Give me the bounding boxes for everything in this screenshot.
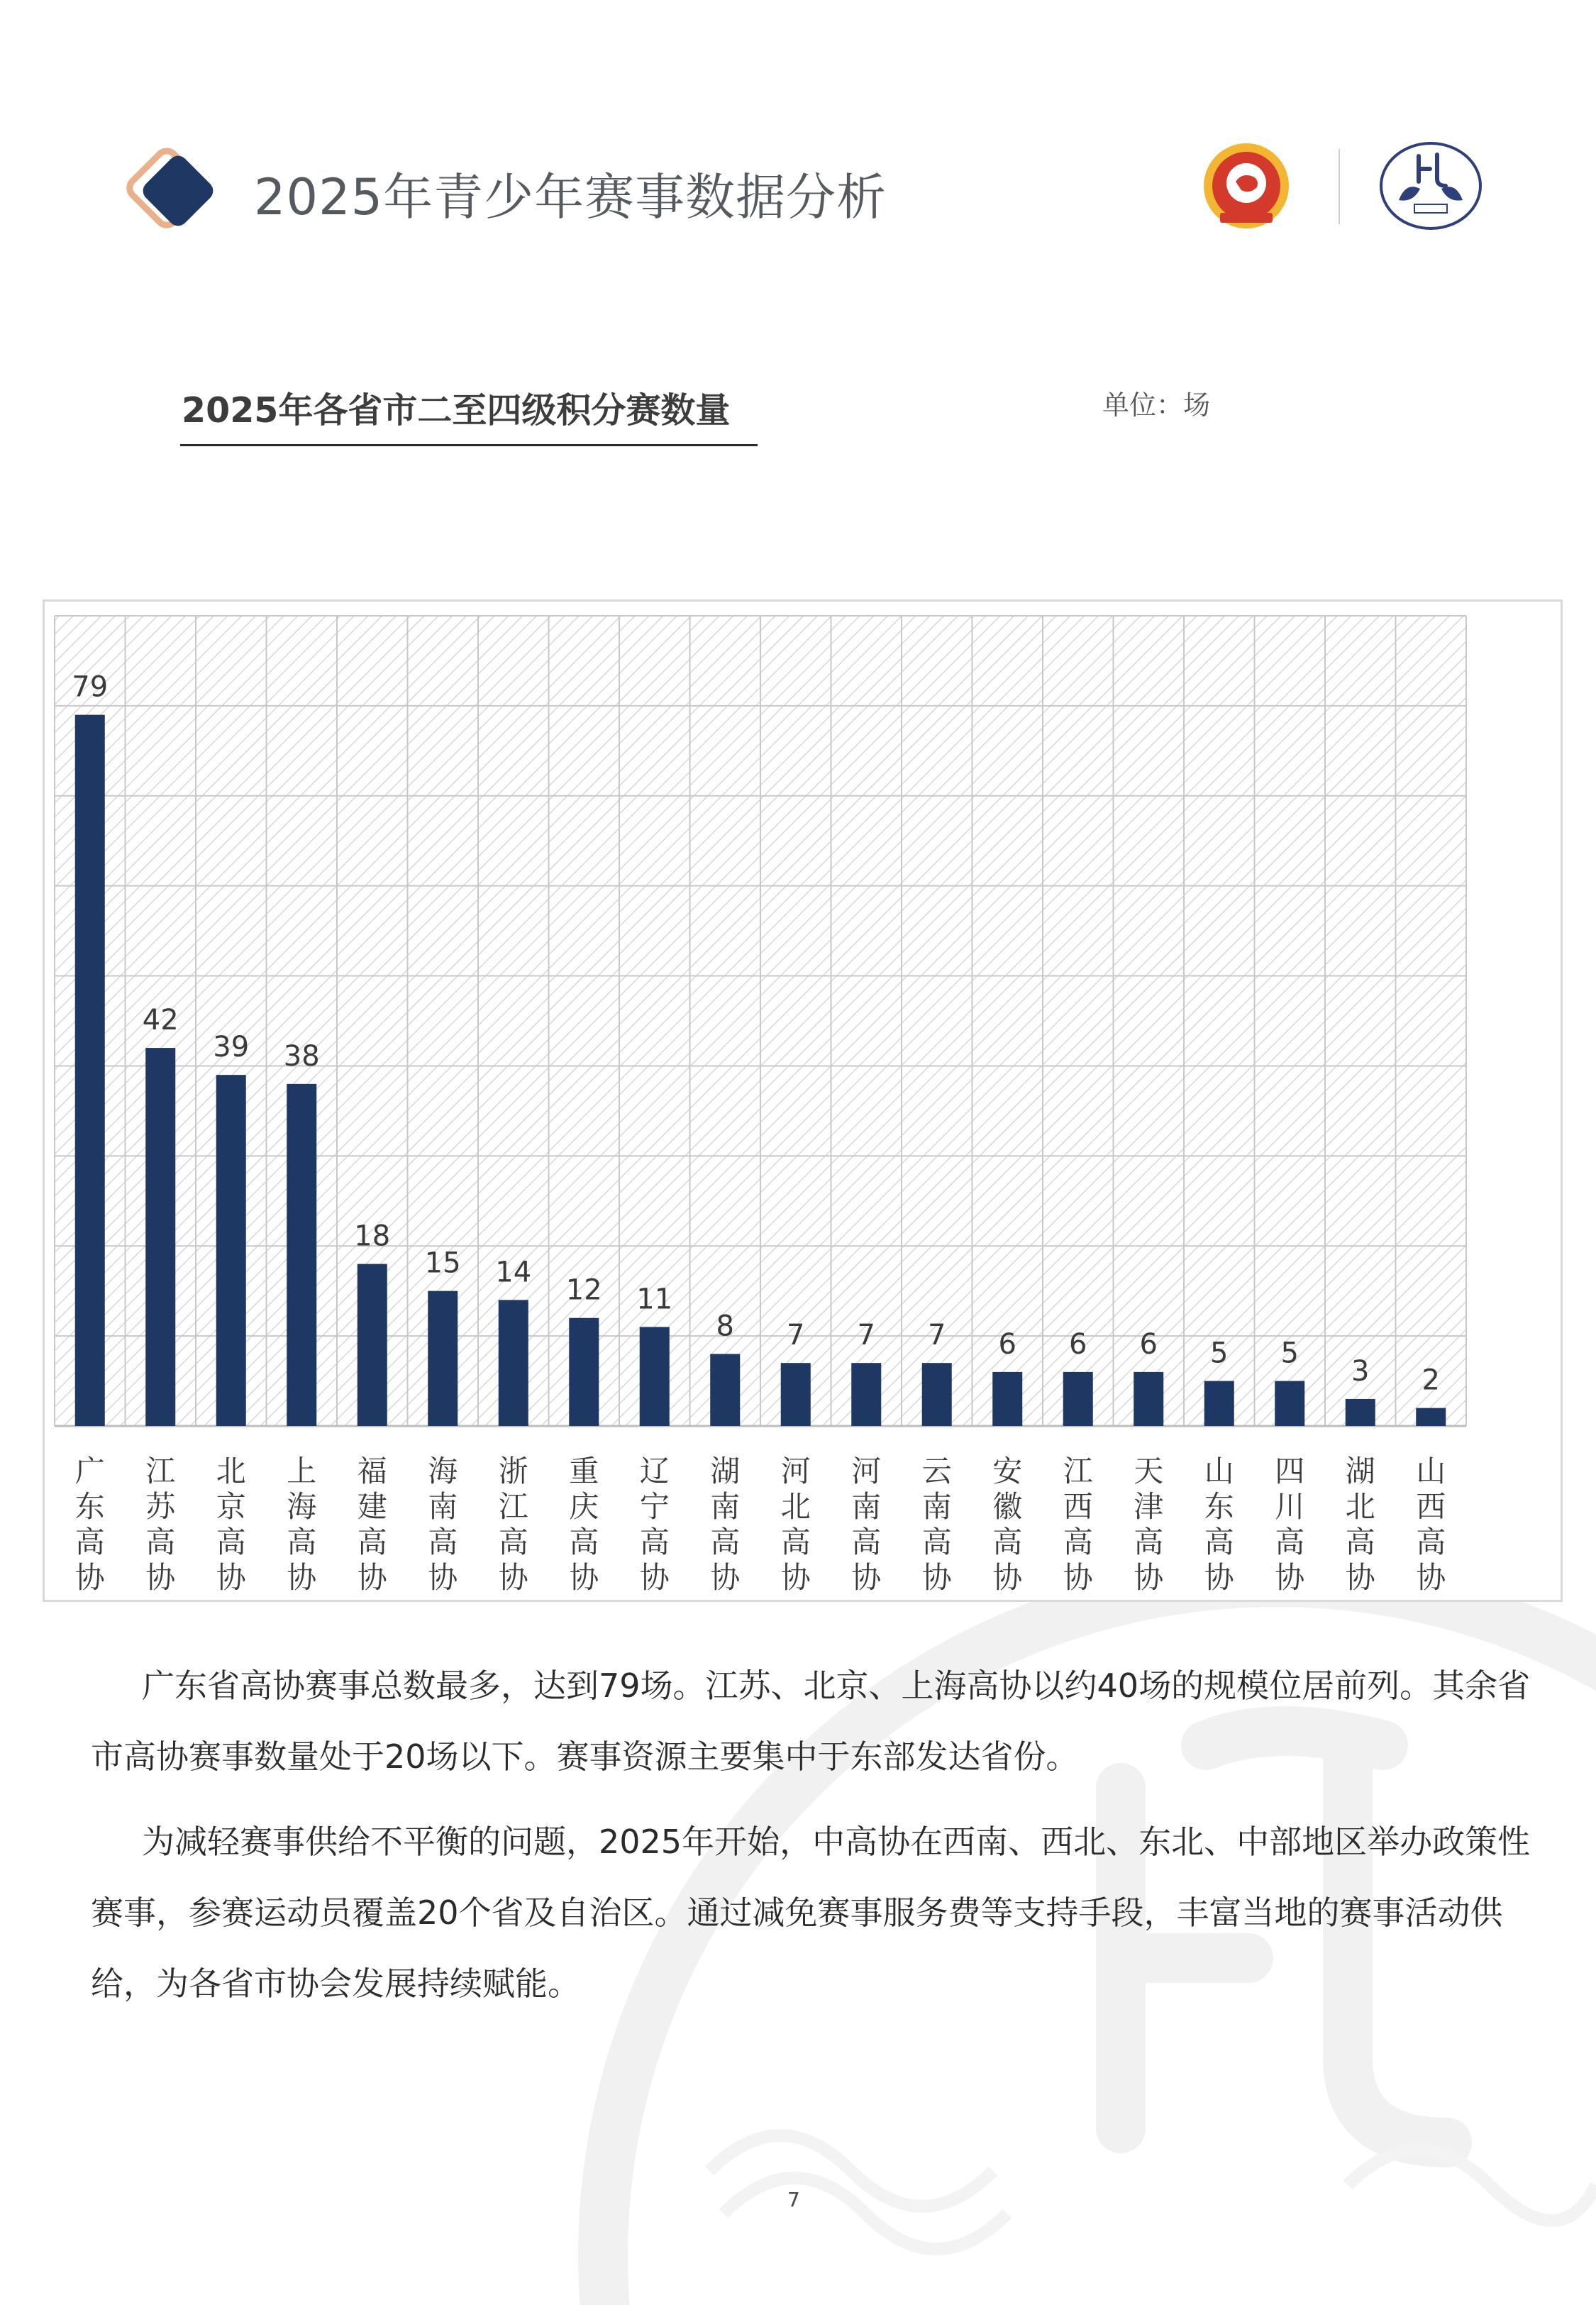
bar-11 (781, 1363, 811, 1426)
category-label-12: 河南高协 (851, 1454, 882, 1595)
category-labels (75, 1454, 1448, 1595)
data-label-7: 14 (495, 1256, 532, 1289)
chart-unit-label: 单位：场 (1102, 389, 1211, 421)
bar-6 (428, 1291, 458, 1426)
category-label-2: 江苏高协 (145, 1454, 176, 1595)
category-label-4: 上海高协 (287, 1454, 317, 1595)
bar-7 (499, 1300, 528, 1426)
category-label-5: 福建高协 (357, 1454, 387, 1595)
bar-18 (1275, 1381, 1304, 1426)
data-label-15: 6 (1069, 1327, 1087, 1361)
data-label-11: 7 (787, 1319, 805, 1352)
bar-8 (569, 1318, 599, 1426)
category-label-7: 浙江高协 (498, 1454, 528, 1595)
header-title: 2025年青少年赛事数据分析 (254, 168, 887, 226)
category-label-1: 广东高协 (74, 1454, 105, 1595)
data-label-17: 5 (1210, 1337, 1229, 1370)
category-label-9: 辽宁高协 (639, 1454, 670, 1595)
bar-10 (710, 1354, 740, 1426)
data-label-20: 2 (1422, 1364, 1440, 1397)
category-label-11: 河北高协 (780, 1454, 811, 1595)
bar-2 (145, 1048, 175, 1426)
data-label-13: 7 (928, 1319, 946, 1352)
category-label-18: 四川高协 (1275, 1454, 1305, 1595)
analysis-paragraph-1: 广东省高协赛事总数最多，达到79场。江苏、北京、上海高协以约40场的规模位居前列。其余省市高协赛事数量处于20场以下。赛事资源主要集中于东部发达省份。 (91, 1666, 1531, 1776)
grid-lines (55, 616, 1466, 1426)
bar-4 (287, 1084, 316, 1426)
category-label-20: 山西高协 (1416, 1454, 1446, 1595)
bar-13 (922, 1363, 952, 1426)
data-label-10: 8 (716, 1310, 734, 1343)
category-label-16: 天津高协 (1134, 1454, 1164, 1595)
data-label-19: 3 (1351, 1354, 1370, 1388)
category-label-3: 北京高协 (216, 1454, 246, 1595)
bar-20 (1416, 1408, 1446, 1426)
data-label-8: 12 (565, 1273, 602, 1307)
bar-17 (1204, 1381, 1234, 1426)
category-label-8: 重庆高协 (569, 1454, 599, 1595)
analysis-paragraph-2: 为减轻赛事供给不平衡的问题，2025年开始，中高协在西南、西北、东北、中部地区举办政策性赛事，参赛运动员覆盖20个省及自治区。通过减免赛事服务费等支持手段，丰富当地的赛事活动供给，为各省市协会发展持续赋能。 (91, 1823, 1531, 2003)
chart-title: 2025年各省市二至四级积分赛数量 (182, 390, 731, 431)
category-label-19: 湖北高协 (1345, 1454, 1375, 1595)
data-label-1: 79 (72, 670, 109, 704)
category-label-17: 山东高协 (1204, 1454, 1234, 1595)
data-label-6: 15 (424, 1247, 461, 1280)
data-label-18: 5 (1280, 1337, 1299, 1370)
data-label-12: 7 (857, 1319, 875, 1352)
data-label-4: 38 (283, 1039, 320, 1073)
data-label-14: 6 (998, 1327, 1016, 1361)
bar-15 (1063, 1372, 1093, 1426)
category-label-14: 安徽高协 (992, 1454, 1023, 1595)
bar-16 (1134, 1372, 1163, 1426)
bar-1 (75, 715, 105, 1426)
category-label-13: 云南高协 (921, 1454, 952, 1595)
data-label-3: 39 (213, 1031, 250, 1064)
data-label-5: 18 (354, 1220, 391, 1253)
bar-19 (1346, 1399, 1375, 1426)
category-label-10: 湖南高协 (710, 1454, 741, 1595)
bar-9 (640, 1327, 670, 1426)
bar-3 (216, 1075, 246, 1426)
data-label-9: 11 (636, 1283, 673, 1316)
page-number: 7 (787, 2188, 800, 2211)
bar-5 (358, 1264, 387, 1426)
data-label-16: 6 (1139, 1327, 1158, 1361)
category-label-15: 江西高协 (1063, 1454, 1093, 1595)
bar-14 (992, 1372, 1022, 1426)
data-label-2: 42 (142, 1004, 179, 1037)
bar-12 (851, 1363, 881, 1426)
category-label-6: 海南高协 (428, 1454, 458, 1595)
